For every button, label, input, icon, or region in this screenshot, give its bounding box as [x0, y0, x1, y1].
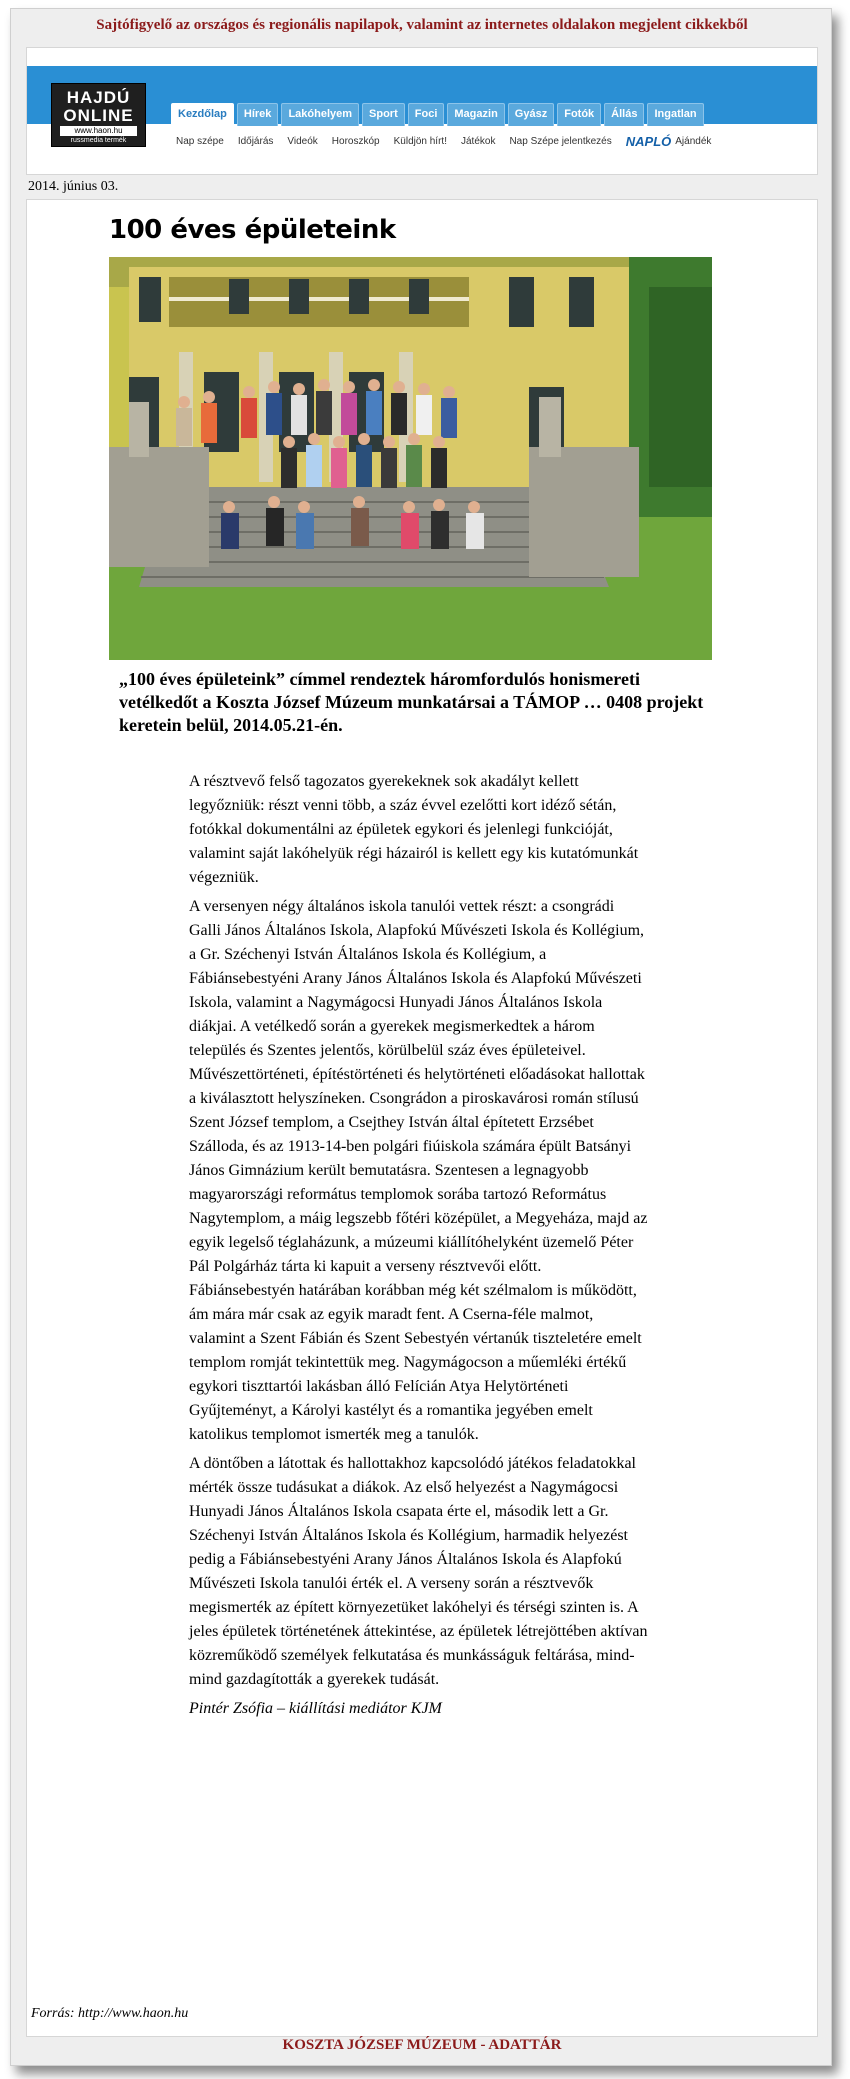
tab-allas[interactable]: Állás	[604, 103, 644, 126]
subnav-idojaras[interactable]: Időjárás	[237, 136, 274, 147]
subnav-jatekok[interactable]: Játékok	[460, 136, 496, 147]
logo-subtitle: russmedia termék	[70, 137, 127, 144]
footer-archive-title: KOSZTA JÓZSEF MÚZEUM - ADATTÁR	[282, 2037, 562, 2053]
article-container	[26, 199, 818, 2037]
paragraph-1: A résztvevő felső tagozatos gyerekeknek sok akadályt kellett legyőzniük: részt venni több, a száz évvel ezelőtti kort idéző sétán, fotókkal dokumentálni az épületek egykori és jelenlegi funkcióját, valamint saját lakóhelyük régi házairól is kellett egy kis kutatómunkát végezniük.	[189, 773, 639, 886]
tab-ingatlan[interactable]: Ingatlan	[647, 103, 703, 126]
main-nav-tabs	[171, 103, 704, 126]
subnav-kuldjon-hirt[interactable]: Küldjön hírt!	[393, 136, 447, 147]
subnav-horoszkop[interactable]: Horoszkóp	[331, 136, 380, 147]
tab-foci[interactable]: Foci	[408, 103, 445, 126]
article-title: 100 éves épületeink	[109, 215, 396, 245]
logo-url: www.haon.hu	[60, 126, 137, 136]
subnav-nap-szepe[interactable]: Nap szépe	[176, 136, 224, 147]
subnav-nap-szepe-jelentkezes[interactable]: Nap Szépe jelentkezés	[509, 136, 612, 147]
tab-gyasz[interactable]: Gyász	[508, 103, 554, 126]
article-photo	[109, 257, 712, 660]
tab-kezdolap[interactable]: Kezdőlap	[171, 103, 234, 126]
subnav-videok[interactable]: Videók	[287, 136, 318, 147]
article-date: 2014. június 03.	[28, 179, 119, 194]
logo-line-1: HAJDÚ	[66, 88, 131, 107]
naplo-logo[interactable]: NAPLÓ	[625, 134, 672, 149]
press-monitor-banner: Sajtófigyelő az országos és regionális napilapok, valamint az internetes oldalakon megjelent cikkekből	[96, 17, 748, 33]
author-signature: Pintér Zsófia – kiállítási mediátor KJM	[189, 1700, 442, 1717]
paragraph-2: A versenyen négy általános iskola tanulói vettek részt: a csongrádi Galli János Általános Iskola, Alapfokú Művészeti Iskola és Kollégium, a Gr. Széchenyi István Általános Iskola és Kollégium, a Fábiánsebestyéni Arany János Általános Iskola és Alapfokú Művészeti Iskola, valamint a Nagymágocsi Hunyadi János Általános Iskola diákjai. A vetélkedő során a gyerekek megismerkedtek a három település és Szentes jelentős, körülbelül száz éves épületeivel.	[189, 898, 645, 1059]
paragraph-3: Művészettörténeti, építéstörténeti és helytörténeti előadásokat hallottak a kiválasztott helyszíneken. Csongrádon a piroskavárosi román stílusú Szent József templom, a Csejthey István által építetett Erzsébet Szálloda, és az 1913-14-ben polgári fiúiskola számára épült Batsányi János Gimnázium került bemutatásra. Szentesen a legnagyobb magyarországi református templomok sorába tartozó Református Nagytemplom, a máig legszebb főtéri középület, a Megyeháza, majd az egyik legelső téglaházunk, a múzeumi kiállítóhelyként üzemelő Péter Pál Polgárház tárta ki kapuit a verseny résztvevői előtt. Fábiánsebestyén határában korábban még két szélmalom is működött, ám mára már csak az egyik maradt fent. A Cserna-féle malmot, valamint a Szent Fábián és Szent Sebestyén vértanúk tiszteletére emelt templom romját tekintettük meg. Nagymágocson a műemléki értékű egykori tiszttartói lakásban álló Felícián Atya Helytörténeti Gyűjteményt, a Károlyi kastélyt és a romantika jegyében emelt katolikus templomot ismerték meg a tanulók.	[189, 1066, 648, 1443]
sub-nav	[176, 134, 711, 149]
site-logo[interactable]	[51, 83, 146, 147]
logo-line-2: ONLINE	[63, 106, 134, 125]
page-frame	[10, 8, 832, 2066]
paragraph-4: A döntőben a látottak és hallottakhoz kapcsolódó játékos feladatokkal mérték össze tudásukat a diákok. Az első helyezést a Nagymágocsi Hunyadi János Általános Iskola csapata érte el, második lett a Gr. Széchenyi István Általános Iskola és Kollégium, harmadik helyezést pedig a Fábiánsebestyéni Arany János Általános Iskola és Alapfokú Művészeti Iskola tanulói érték el. A verseny során a résztvevők megismerték az épített környezetüket lakóhelyi és térségi szinten is. A jeles épületek történetének áttekintése, az épületek létrejöttében aktívan közreműködő személyek felkutatása és munkásságuk feltárása, mind-mind gazdagították a gyerekek tudását.	[189, 1455, 648, 1688]
tab-hirek[interactable]: Hírek	[237, 103, 279, 126]
tab-lakohelyem[interactable]: Lakóhelyem	[281, 103, 359, 126]
article-body	[189, 770, 649, 1726]
subnav-ajandek[interactable]: Ajándék	[675, 136, 712, 147]
article-lead: „100 éves épületeink” címmel rendeztek háromfordulós honismereti vetélkedőt a Koszta József Múzeum munkatársai a TÁMOP … 0408 projekt keretein belül, 2014.05.21-én.	[119, 669, 704, 735]
tab-magazin[interactable]: Magazin	[447, 103, 504, 126]
site-header	[26, 47, 818, 175]
tab-sport[interactable]: Sport	[362, 103, 405, 126]
tab-fotok[interactable]: Fotók	[557, 103, 601, 126]
source-link[interactable]: Forrás: http://www.haon.hu	[31, 2006, 189, 2021]
